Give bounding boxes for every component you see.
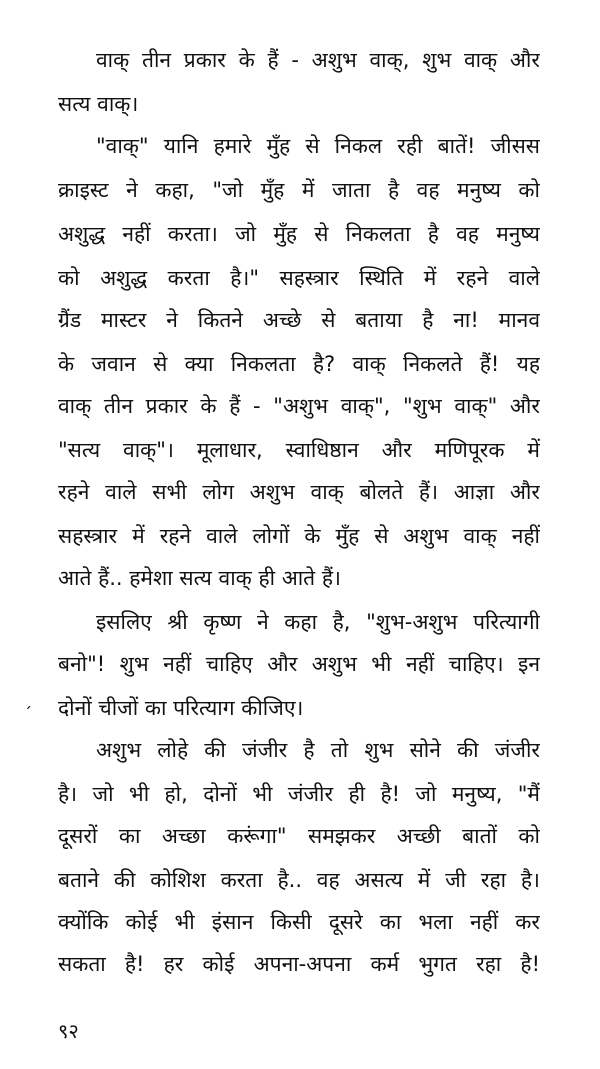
text-line: को अशुद्ध करता है।" सहस्त्रार स्थिति में रहने वाले xyxy=(58,266,540,290)
text-line: दूसरों का अच्छा करूंगा" समझकर अच्छी बातों को xyxy=(58,824,540,848)
text-line: दोनों चीजों का परित्याग कीजिए। xyxy=(58,696,304,720)
text-line: है। जो भी हो, दोनों भी जंजीर ही है! जो मनुष्य, "मैं xyxy=(58,782,540,806)
text-line: अशुद्ध नहीं करता। जो मुँह से निकलता है वह मनुष्य xyxy=(58,222,540,246)
text-line: ग्रैंड मास्टर ने कितने अच्छे से बताया है ना! मानव xyxy=(58,308,540,332)
text-line: क्योंकि कोई भी इंसान किसी दूसरे का भला नहीं कर xyxy=(58,910,540,934)
text-line: इसलिए श्री कृष्ण ने कहा है, "शुभ-अशुभ परित्यागी xyxy=(96,610,540,634)
text-line: क्राइस्ट ने कहा, "जो मुँह में जाता है वह मनुष्य को xyxy=(58,178,540,202)
text-line: बताने की कोशिश करता है.. वह असत्य में जी रहा है। xyxy=(58,868,540,892)
text-line: सत्य वाक्। xyxy=(58,92,139,116)
text-line: सहस्त्रार में रहने वाले लोगों के मुँह से अशुभ वाक् नहीं xyxy=(58,524,540,548)
text-line: "वाक्" यानि हमारे मुँह से निकल रही बातें! जीसस xyxy=(96,134,540,158)
text-line: "सत्य वाक्"। मूलाधार, स्वाधिष्ठान और मणिपूरक में xyxy=(58,438,540,462)
text-line: के जवान से क्या निकलता है? वाक् निकलते हैं! यह xyxy=(58,352,540,376)
page-number: ९२ xyxy=(58,1019,79,1043)
text-line: वाक् तीन प्रकार के हैं - अशुभ वाक्, शुभ वाक् और xyxy=(96,48,540,72)
text-line: आते हैं.. हमेशा सत्य वाक् ही आते हैं। xyxy=(58,566,341,590)
text-line: सकता है! हर कोई अपना-अपना कर्म भुगत रहा है! xyxy=(58,952,540,976)
text-line: रहने वाले सभी लोग अशुभ वाक् बोलते हैं। आज्ञा और xyxy=(58,480,540,504)
text-line: बनो"! शुभ नहीं चाहिए और अशुभ भी नहीं चाहिए। इन xyxy=(58,652,540,676)
text-line: अशुभ लोहे की जंजीर है तो शुभ सोने की जंजीर xyxy=(96,738,540,762)
text-line: वाक् तीन प्रकार के हैं - "अशुभ वाक्", "शुभ वाक्" और xyxy=(58,394,540,418)
margin-mark: ˏ xyxy=(24,690,32,709)
